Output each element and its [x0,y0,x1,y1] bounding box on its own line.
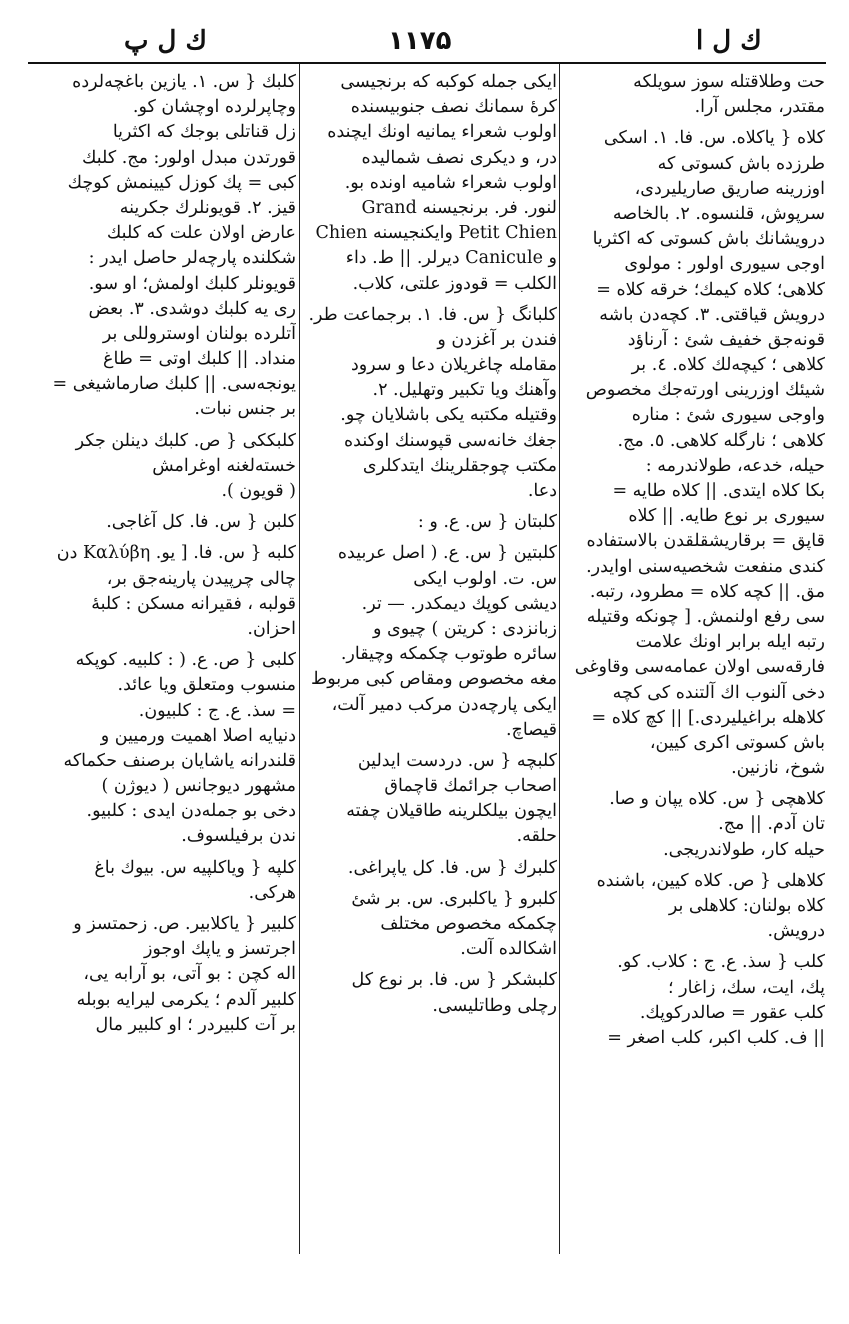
text-line: كلب عقور = صالدركوپك. [639,1002,825,1023]
text-line: واوجى سيورى شئ : مناره [631,405,825,426]
text-line: بر جنس نبات. [194,399,296,420]
text-line: قيصاچ. [505,719,557,740]
text-line: قاپق = برقاريشقلقدن بالاستفاده [586,531,825,552]
text-line: كلاهى ؛ كيچه‌لك كلاه. ٤. بر [631,355,825,376]
text-line: ايكى پارچه‌دن مركب دمير آلت، [331,694,557,715]
text-line: در، و ديكرى نصف شماليده [361,147,557,168]
text-line: رچلى وطاتليسى. [432,995,557,1016]
text-line: حلقه. [516,826,557,847]
text-line: كرهٔ سمانك نصف جنوبيسنده [350,97,557,118]
text-line: كلاهى؛ كلاه كيمك؛ خرقه كلاه = [596,279,825,300]
text-line: كلبير آلدم ؛ يكرمى ليرايه بوبله [76,989,296,1010]
text-line: منسوب ومتعلق ويا عائد. [117,675,296,696]
text-line: كندى منفعت شخصيه‌سنى اوايدر. [586,556,825,577]
text-line: اولوب شعراء شاميه اونده بو. [344,172,557,193]
text-line: منداد. || كلبك اوتى = طاغ [103,349,296,370]
text-line: حيله، خدعه، طولاندرمه : [645,455,825,476]
text-line: مكتب چوجقلرينك ايتدكلرى [362,455,557,476]
text-line: لنور. فر. برنجيسنه Grand [361,197,557,218]
text-line: كبى = پك كوزل كيينمش كوچك [67,172,296,193]
text-line: ايچون بيلكلرينه طاقيلان چفته [346,801,557,822]
page-header [28,22,828,60]
text-line: زبانزدى : كريتن ) چيوى و [373,618,557,639]
page-number: ۱۱۷۵ [388,26,452,56]
text-line: كلبير { ياكلابير. ص. زحمتسز و [73,914,296,934]
text-line: بر آت كلبيردر ؛ او كلبير مال [95,1014,296,1035]
text-line: شكلنده پارچه‌لر حاصل ايدر : [88,248,296,269]
text-line: هركى. [248,882,296,903]
text-line: كلبرو { ياكلبرى. س. بر شئ [351,888,557,909]
text-line: اجرتسز و ياپك اوجوز [143,939,296,960]
text-line: حت وطلاقتله سوز سويلكه [633,72,825,92]
column-right [563,70,825,1250]
text-line: كلب { سذ. ع. ج : كلاب. كو. [617,952,825,973]
text-line: = سذ. ع. ج : كلبيون. [138,700,296,721]
text-line: كلبى { ص. ع. ( : كلبيه. كوپكه [75,650,296,671]
text-line: قولبه ، فقيرانه مسكن : كلبهٔ [91,593,296,614]
text-line: دعا. [527,481,557,501]
text-line: بكا كلاه ايتدى. || كلاه طايه = [612,481,825,501]
text-line: كلبن { س. فا. كل آغاجى. [106,512,296,533]
text-line: كلاه { ياكلاه. س. فا. ١. اسكى [603,128,825,149]
text-line: طرزده باش كسوتى كه [657,153,825,174]
text-line: كلبتان { س. ع. و : [417,512,557,533]
text-line: سائره طوتوب چكمكه وچيقار. [340,644,557,665]
text-line: مشهور ديوجانس ( ديوژن ) [101,776,296,797]
text-line: وآهنك ويا تكبير وتهليل. ٢. [372,380,557,401]
text-line: درويشانك باش كسوتى كه اكثريا [592,229,825,250]
text-line: اوجى سيورى اولور : مولوى [624,254,825,275]
text-line: و Canicule ديرلر. || ط. داء [345,248,557,269]
header-rule [28,62,826,64]
text-line: اله كچن : بو آتى، بو آرابه يى، [83,964,296,985]
column-divider-left [299,64,300,1254]
text-line: درويش قياقتى. ٣. كچه‌دن باشه [599,304,825,325]
text-line: مق. || كچه كلاه = مطرود، رتبه. [589,581,825,602]
text-line: ديشى كوپك ديمكدر. — تر. [361,593,557,614]
text-line: كلبتين { س. ع. ( اصل عربيده [337,543,557,564]
text-line: قلندرانه ياشايان برصنف حكماكه [63,750,296,771]
text-line: حيله كار، طولاندريجى. [663,839,825,860]
text-line: مغه مخصوص ومقاص كبى مربوط [311,669,557,690]
text-line: اوزرينه صاريق صاريليردى، [634,178,825,199]
text-line: كلبرك { س. فا. كل ياپراغى. [347,857,557,878]
text-line: سى رفع اولنمش. [ چونكه وقتيله [586,606,825,627]
text-line: ندن برفيلسوف. [181,826,296,847]
text-line: شيئك اوزرينى اورته‌جك مخصوص [585,380,825,401]
text-line: كلاهله براغيليردى.] || كچ كلاه = [591,707,825,728]
text-line: اشكالده آلت. [460,939,557,960]
text-line: س. ت. اولوب ايكى [413,568,557,589]
text-line: آتلرده بولنان اوستروللى بر [102,323,296,344]
column-middle [302,70,557,1250]
text-line: زل قناتلى بوجك كه اكثريا [112,122,296,143]
text-line: يونجه‌سى. || كلبك صارماشيغى = [52,374,296,395]
text-line: سرپوش، قلنسوه. ٢. بالخاصه [612,203,825,224]
text-line: رتبه ايله برابر اونك علامت [635,632,825,653]
column-divider-right [559,64,560,1254]
text-line: وقتيله مكتبه يكى باشلايان چو. [340,405,557,426]
text-line: كلبانگ { س. فا. ١. برجماعت طر. [308,304,557,325]
text-line: كلاهلى { ص. كلاه كيين، باشنده [596,870,825,891]
text-line: اولوب شعراء يمانيه اونك ايچنده [327,122,557,143]
text-line: Petit Chien وايكنجيسنه Chien [315,223,557,244]
text-line: تان آدم. || مج. [718,814,825,835]
text-line: كلاهچى { س. كلاه يپان و صا. [609,789,825,810]
text-line: ( قويون ). [221,481,296,501]
text-line: دخى آلنوب اك آلتنده كى كچه [612,682,825,703]
text-line: خسته‌لغنه اوغرامش [152,455,296,476]
text-line: كلبه { س. فا. [ يو. Καλύβη دن [56,543,296,564]
text-line: چكمكه مخصوص مختلف [380,914,557,934]
text-line: شوخ، نازنين. [731,758,825,779]
text-line: الكلب = قودوز علتى، كلاب. [352,273,557,294]
header-left-guide-letters: ك ل پ [124,26,207,56]
text-line: مقتدر، مجلس آرا. [694,97,825,118]
text-line: دخى بو جمله‌دن ايدى : كلبيو. [86,801,296,822]
text-line: قونه‌جق خفيف شئ : آرناؤد [627,329,825,350]
text-line: ايكى جمله كوكبه كه برنجيسى [340,72,557,92]
text-line: فندن بر آغزدن و [437,329,557,350]
column-left [30,70,296,1250]
text-line: قويونلر كلبك اولمش؛ او سو. [88,273,296,294]
text-line: || ف. كلب اكبر، كلب اصغر = [607,1027,825,1048]
text-line: قيز. ٢. قويونلرك جكرينه [119,197,296,218]
header-right-guide-letters: ك ل ا [696,26,762,56]
text-line: پك، ايت، سك، زاغار ؛ [668,977,825,998]
text-line: باش كسوتى اكرى كيين، [649,732,825,753]
text-line: كلاهى ؛ نارگله كلاهى. ٥. مج. [617,430,825,451]
text-line: دنيايه اصلا اهميت ورميين و [100,725,296,746]
text-line: مقامله چاغريلان دعا و سرود [350,355,557,376]
text-line: كلبككى { ص. كلبك دينلن جكر [75,430,296,451]
text-line: رى يه كلبك دوشدى. ٣. بعض [88,298,296,319]
text-line: كلبچه { س. دردست ايدلين [357,750,557,771]
text-line: قورتدن مبدل اولور: مج. كلبك [82,147,296,168]
text-line: جغك خانه‌سى قپوسنك اوكنده [343,430,557,451]
text-line: كلپه { وياكلپيه س. بيوك باغ [94,857,296,878]
text-line: كلبشكر { س. فا. بر نوع كل [351,970,557,991]
text-line: عارض اولان علت كه كلبك [106,223,296,244]
text-line: چالى چرپيدن پارينه‌جق بر، [106,568,296,589]
text-line: احزان. [247,618,296,639]
text-line: فارقه‌سى اولان عمامه‌سى وقاوغى [574,657,825,678]
text-line: وچاپرلرده اوچشان كو. [132,97,296,118]
text-line: اصحاب جرائمك قاچماق [384,776,557,797]
text-line: كلبك { س. ١. يازين باغچه‌لرده [72,72,296,92]
text-line: كلاه بولنان: كلاهلى بر [668,896,825,916]
text-line: درويش. [767,921,825,942]
text-line: سيورى بر نوع طايه. || كلاه [628,506,825,527]
